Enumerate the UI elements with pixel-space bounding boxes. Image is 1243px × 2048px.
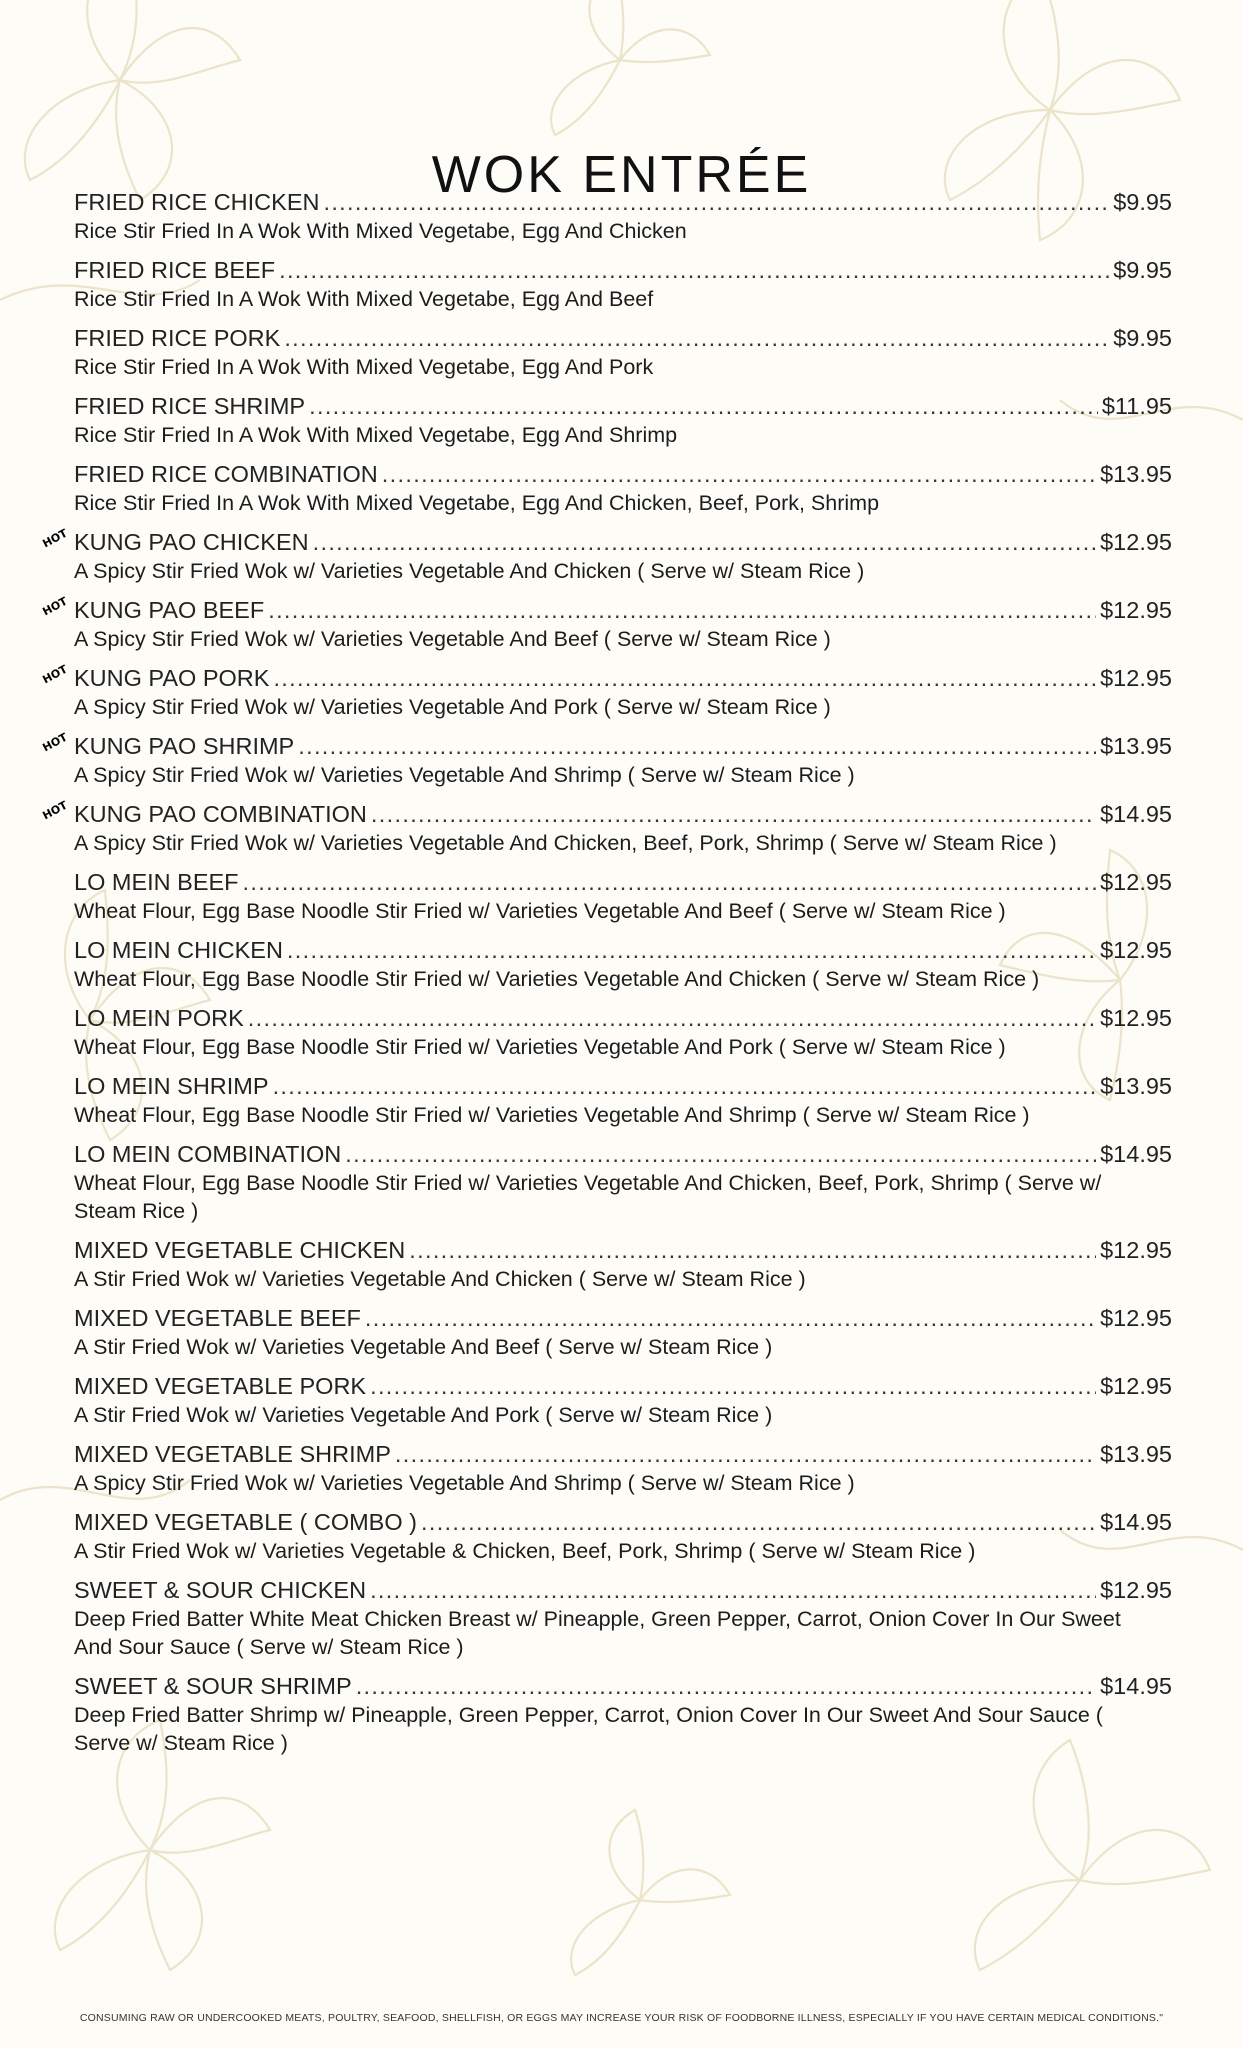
menu-item-name: FRIED RICE SHRIMP (74, 393, 306, 419)
menu-item-price: $13.95 (1100, 733, 1172, 759)
food-safety-disclaimer: CONSUMING RAW OR UNDERCOOKED MEATS, POULTRY, SEAFOOD, SHELLFISH, OR EGGS MAY INCREASE YOUR RISK OF FOODBORNE ILLNESS, ESPECIALLY IF YOU HAVE CERTAIN MEDICAL CONDITIONS." (79, 2012, 1164, 2024)
menu-item-description: A Spicy Stir Fried Wok w/ Varieties Vegetable And Pork ( Serve w/ Steam Rice ) (74, 695, 831, 719)
menu-item-price: $12.95 (1100, 597, 1172, 623)
menu-item-header (74, 460, 1172, 489)
menu-item-description: Wheat Flour, Egg Base Noodle Stir Fried w/ Varieties Vegetable And Beef ( Serve w/ Steam Rice ) (74, 899, 1006, 923)
menu-item-price: $13.95 (1100, 1073, 1172, 1099)
menu-item-header (74, 800, 1172, 829)
menu-item-price: $14.95 (1100, 1141, 1172, 1167)
menu-item-price: $13.95 (1100, 461, 1172, 487)
hot-spicy-badge: HOT (40, 526, 70, 551)
menu-item-header (74, 188, 1172, 217)
menu-item-name: MIXED VEGETABLE CHICKEN (74, 1237, 406, 1263)
dot-leader (356, 1672, 1096, 1701)
menu-item-description: A Spicy Stir Fried Wok w/ Varieties Vegetable And Chicken, Beef, Pork, Shrimp ( Serve w/ Steam Rice ) (74, 831, 1057, 855)
menu-item-header (74, 664, 1172, 693)
menu-item-price: $9.95 (1113, 189, 1172, 215)
page-title: WOK ENTRÉE (431, 145, 812, 204)
menu-item-name: SWEET & SOUR CHICKEN (74, 1577, 367, 1603)
dot-leader (243, 868, 1097, 897)
dot-leader (370, 1372, 1096, 1401)
menu-item-header (74, 528, 1172, 557)
menu-item (74, 188, 1172, 245)
menu-item-price: $14.95 (1100, 1509, 1172, 1535)
menu-item-price: $9.95 (1113, 257, 1172, 283)
hot-spicy-badge: HOT (40, 798, 70, 823)
dot-leader (273, 1072, 1097, 1101)
dot-leader (284, 324, 1109, 353)
menu-item-name: FRIED RICE CHICKEN (74, 189, 320, 215)
menu-item-description: A Stir Fried Wok w/ Varieties Vegetable & Chicken, Beef, Pork, Shrimp ( Serve w/ Steam Rice ) (74, 1539, 976, 1563)
menu-item-name: KUNG PAO COMBINATION (74, 801, 367, 827)
menu-item-name: KUNG PAO SHRIMP (74, 733, 295, 759)
menu-item (74, 1140, 1172, 1225)
menu-item-name: LO MEIN SHRIMP (74, 1073, 269, 1099)
menu-item-header (74, 1072, 1172, 1101)
menu-item-name: KUNG PAO CHICKEN (74, 529, 309, 555)
menu-item-description: Wheat Flour, Egg Base Noodle Stir Fried w/ Varieties Vegetable And Chicken, Beef, Pork, Shrimp ( Serve w/ Steam Rice ) (74, 1171, 1102, 1223)
menu-item-header (74, 1236, 1172, 1265)
menu-item-header (74, 324, 1172, 353)
dot-leader (365, 1304, 1096, 1333)
dot-leader (370, 1576, 1096, 1605)
menu-item-header (74, 1372, 1172, 1401)
menu-item-description: A Spicy Stir Fried Wok w/ Varieties Vegetable And Beef ( Serve w/ Steam Rice ) (74, 627, 831, 651)
menu-item-price: $12.95 (1100, 1005, 1172, 1031)
menu-item-price: $13.95 (1100, 1441, 1172, 1467)
menu-item (40, 594, 1172, 653)
menu-item-header (74, 256, 1172, 285)
dot-leader (268, 596, 1096, 625)
menu-item-description: A Spicy Stir Fried Wok w/ Varieties Vegetable And Shrimp ( Serve w/ Steam Rice ) (74, 763, 855, 787)
menu-item-name: KUNG PAO BEEF (74, 597, 265, 623)
menu-item-header (74, 1140, 1172, 1169)
menu-item-price: $12.95 (1100, 1305, 1172, 1331)
menu-item-name: LO MEIN CHICKEN (74, 937, 283, 963)
menu-item-description: Rice Stir Fried In A Wok With Mixed Vegetabe, Egg And Beef (74, 287, 654, 311)
menu-item-price: $14.95 (1100, 801, 1172, 827)
menu-item-price: $12.95 (1100, 665, 1172, 691)
hot-spicy-badge: HOT (40, 594, 70, 619)
menu-item-description: Deep Fried Batter White Meat Chicken Breast w/ Pineapple, Green Pepper, Carrot, Onion Cover In Our Sweet And Sour Sauce ( Serve w/ Steam Rice ) (74, 1607, 1121, 1659)
menu-item (74, 1236, 1172, 1293)
menu-item-name: MIXED VEGETABLE ( COMBO ) (74, 1509, 417, 1535)
menu-item-header (74, 1508, 1172, 1537)
menu-item-price: $11.95 (1101, 393, 1172, 419)
menu-item-price: $12.95 (1100, 1577, 1172, 1603)
dot-leader (309, 392, 1098, 421)
hot-spicy-badge: HOT (40, 662, 70, 687)
menu-item (74, 1440, 1172, 1497)
menu-item-header (74, 1672, 1172, 1701)
dot-leader (298, 732, 1096, 761)
menu-item-description: Rice Stir Fried In A Wok With Mixed Vegetabe, Egg And Pork (74, 355, 654, 379)
menu-item-name: MIXED VEGETABLE BEEF (74, 1305, 361, 1331)
menu-item (40, 526, 1172, 585)
menu-item (74, 1508, 1172, 1565)
menu-item-description: A Stir Fried Wok w/ Varieties Vegetable And Beef ( Serve w/ Steam Rice ) (74, 1335, 773, 1359)
menu-item-description: Rice Stir Fried In A Wok With Mixed Vegetabe, Egg And Shrimp (74, 423, 678, 447)
menu-item (40, 662, 1172, 721)
menu-item-name: LO MEIN BEEF (74, 869, 239, 895)
dot-leader (345, 1140, 1096, 1169)
menu-item-name: FRIED RICE PORK (74, 325, 281, 351)
menu-item-name: FRIED RICE BEEF (74, 257, 276, 283)
menu-item-price: $14.95 (1100, 1673, 1172, 1699)
menu-item-header (74, 1576, 1172, 1605)
menu-item (74, 1004, 1172, 1061)
hot-spicy-badge: HOT (40, 730, 70, 755)
menu-item (74, 1304, 1172, 1361)
dot-leader (248, 1004, 1096, 1033)
menu-item-price: $12.95 (1100, 529, 1172, 555)
menu-item-name: MIXED VEGETABLE PORK (74, 1373, 367, 1399)
menu-item (40, 798, 1172, 857)
menu-item-header (74, 1440, 1172, 1469)
menu-item-name: LO MEIN COMBINATION (74, 1141, 342, 1167)
menu-item-description: Rice Stir Fried In A Wok With Mixed Vegetabe, Egg And Chicken, Beef, Pork, Shrimp (74, 491, 880, 515)
menu-item-name: LO MEIN PORK (74, 1005, 244, 1031)
menu-item (40, 730, 1172, 789)
menu-item-description: Wheat Flour, Egg Base Noodle Stir Fried w/ Varieties Vegetable And Chicken ( Serve w/ Steam Rice ) (74, 967, 1040, 991)
menu-item-description: A Spicy Stir Fried Wok w/ Varieties Vegetable And Chicken ( Serve w/ Steam Rice ) (74, 559, 865, 583)
menu-item (74, 1672, 1172, 1757)
menu-item-name: MIXED VEGETABLE SHRIMP (74, 1441, 391, 1467)
menu-item (74, 868, 1172, 925)
dot-leader (382, 460, 1096, 489)
menu-item-header (74, 1304, 1172, 1333)
dot-leader (287, 936, 1096, 965)
menu-item-header (74, 392, 1172, 421)
dot-leader (421, 1508, 1096, 1537)
dot-leader (395, 1440, 1096, 1469)
dot-leader (273, 664, 1096, 693)
menu-item-header (74, 732, 1172, 761)
menu-item-description: Rice Stir Fried In A Wok With Mixed Vegetabe, Egg And Chicken (74, 219, 687, 243)
menu-item (74, 1576, 1172, 1661)
menu-item (74, 256, 1172, 313)
menu-item-price: $9.95 (1113, 325, 1172, 351)
menu-item-price: $12.95 (1100, 1237, 1172, 1263)
menu-item-description: A Stir Fried Wok w/ Varieties Vegetable And Chicken ( Serve w/ Steam Rice ) (74, 1267, 806, 1291)
menu-item-price: $12.95 (1100, 869, 1172, 895)
dot-leader (323, 188, 1109, 217)
dot-leader (313, 528, 1097, 557)
menu-item (74, 936, 1172, 993)
menu-item-header (74, 936, 1172, 965)
menu-item-header (74, 1004, 1172, 1033)
menu-item (74, 392, 1172, 449)
menu-item (74, 460, 1172, 517)
menu-item-name: KUNG PAO PORK (74, 665, 270, 691)
menu-item-header (74, 868, 1172, 897)
menu-item-name: SWEET & SOUR SHRIMP (74, 1673, 352, 1699)
menu-item (74, 1072, 1172, 1129)
menu-item-description: A Spicy Stir Fried Wok w/ Varieties Vegetable And Shrimp ( Serve w/ Steam Rice ) (74, 1471, 855, 1495)
menu-item (74, 324, 1172, 381)
dot-leader (279, 256, 1109, 285)
menu-item (74, 1372, 1172, 1429)
menu-item-description: Wheat Flour, Egg Base Noodle Stir Fried w/ Varieties Vegetable And Pork ( Serve w/ Steam Rice ) (74, 1035, 1006, 1059)
menu-list (40, 188, 1172, 1768)
dot-leader (371, 800, 1096, 829)
menu-item-description: Wheat Flour, Egg Base Noodle Stir Fried w/ Varieties Vegetable And Shrimp ( Serve w/ Steam Rice ) (74, 1103, 1030, 1127)
menu-item-description: Deep Fried Batter Shrimp w/ Pineapple, Green Pepper, Carrot, Onion Cover In Our Sweet And Sour Sauce ( Serve w/ Steam Rice ) (74, 1703, 1103, 1755)
menu-item-description: A Stir Fried Wok w/ Varieties Vegetable And Pork ( Serve w/ Steam Rice ) (74, 1403, 773, 1427)
menu-item-header (74, 596, 1172, 625)
menu-item-price: $12.95 (1100, 937, 1172, 963)
menu-item-price: $12.95 (1100, 1373, 1172, 1399)
dot-leader (409, 1236, 1096, 1265)
menu-item-name: FRIED RICE COMBINATION (74, 461, 378, 487)
